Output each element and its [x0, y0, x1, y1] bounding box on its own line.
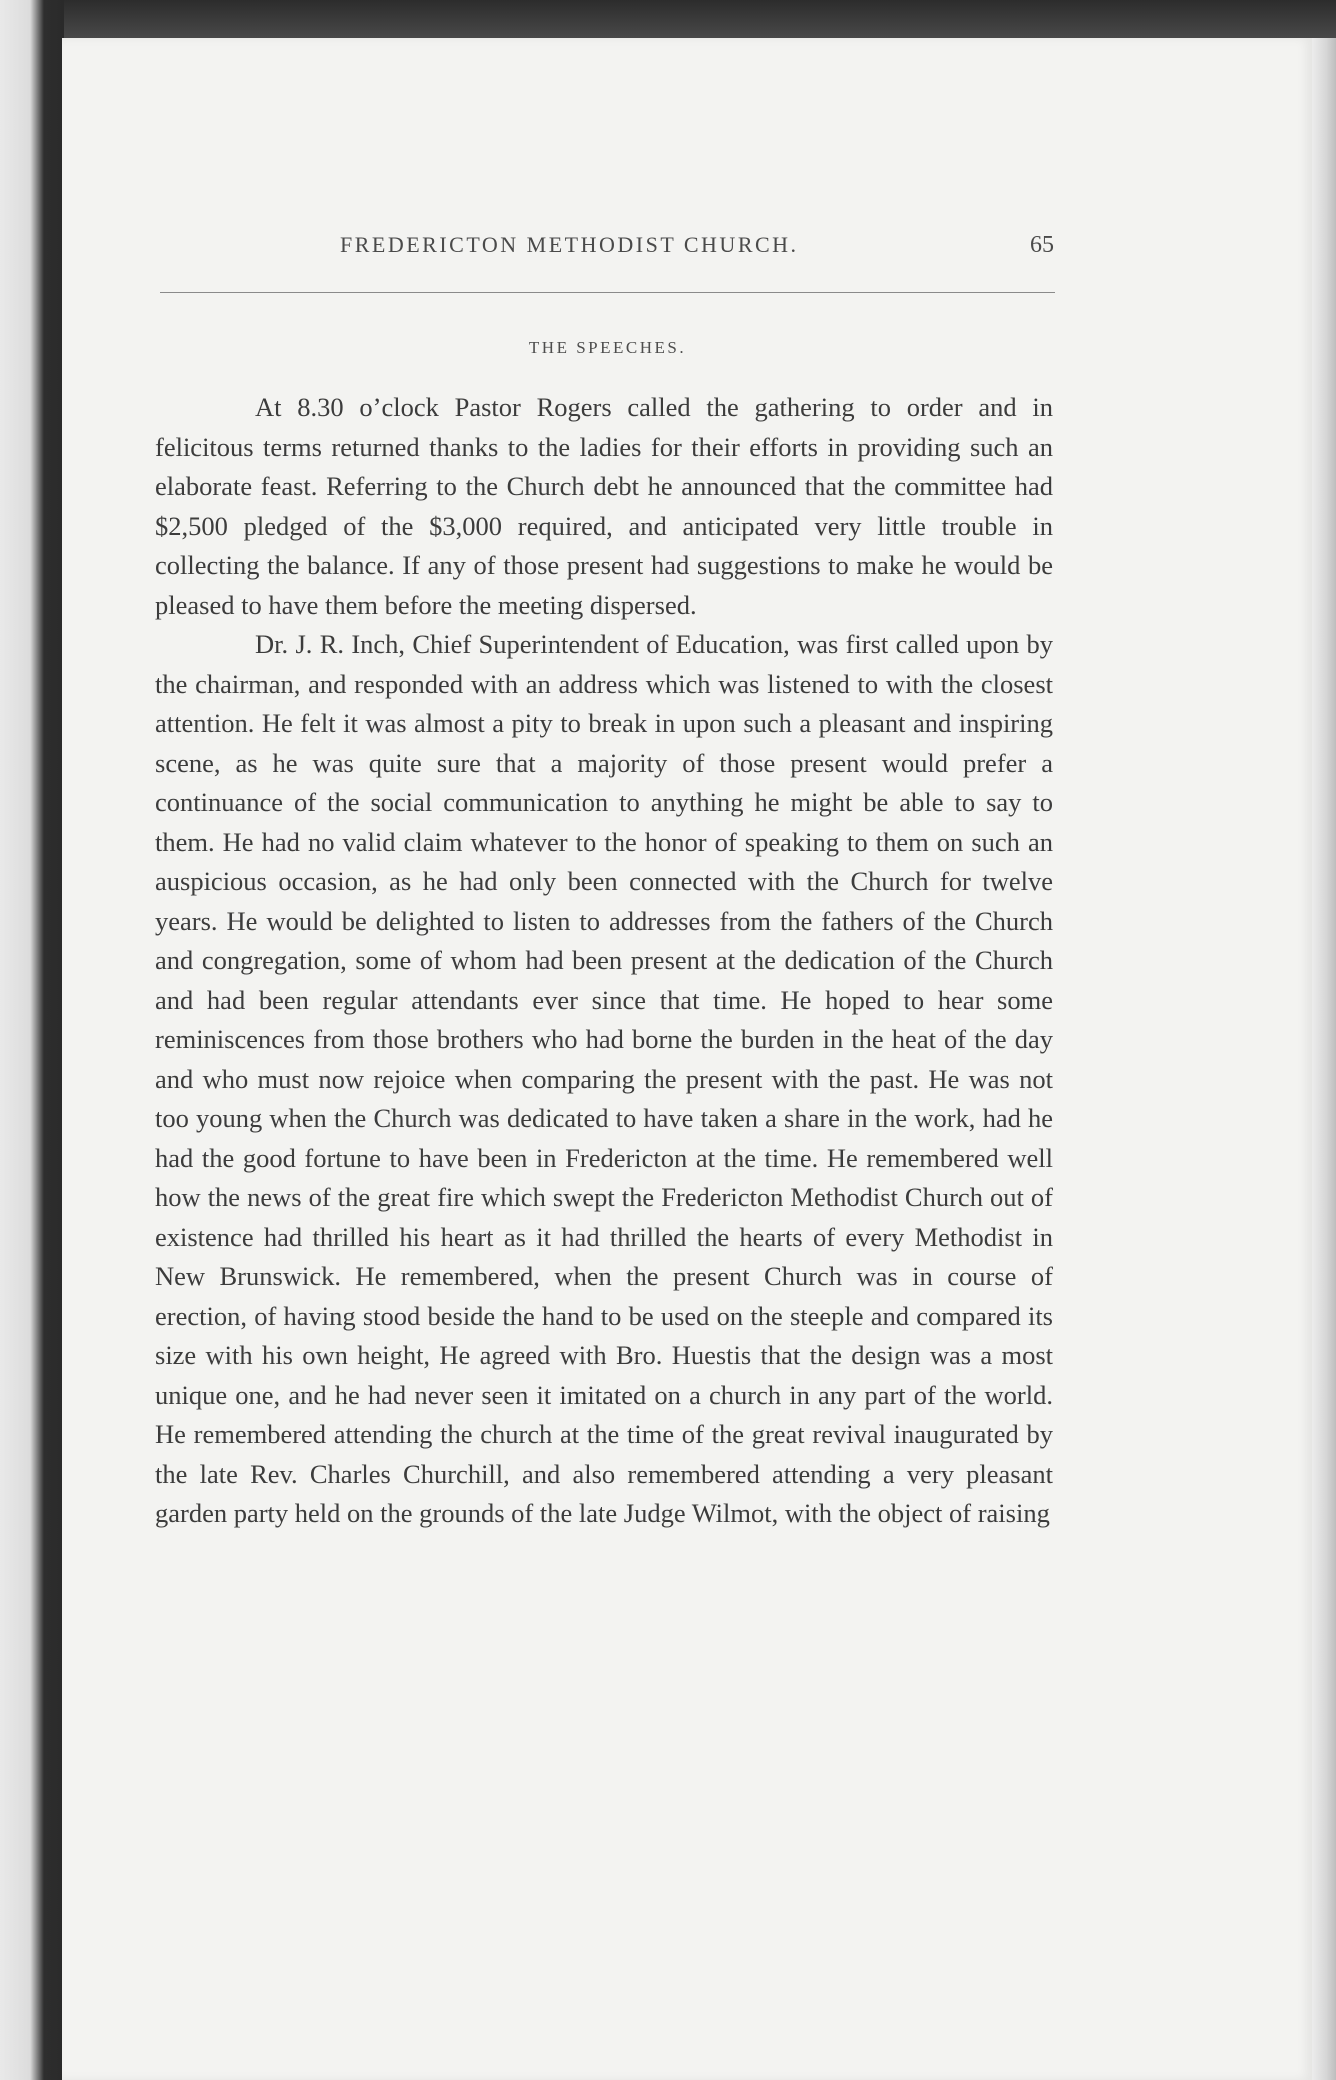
running-title: FREDERICTON METHODIST CHURCH. [340, 232, 799, 257]
body-text [155, 388, 1053, 1534]
section-heading: THE SPEECHES. [528, 338, 687, 357]
page-edge-shadow [1312, 38, 1336, 2080]
page-number: 65 [1030, 232, 1054, 258]
paragraph-inch-address: Dr. J. R. Inch, Chief Superintendent of Education, was first called upon by the chairman, and responded with an address which was listened to with the closest attention. He felt it was almost a pity to break in upon such a pleasant and inspiring scene, as he was quite sure that a majority of those present would prefer a continuance of the social communication to anything he might be able to say to them. He had no valid claim whatever to the honor of speaking to them on such an auspicious occasion, as he had only been connected with the Church for twelve years. He would be delighted to listen to addresses from the fathers of the Church and congregation, some of whom had been present at the dedication of the Church and had been regular attendants ever since that time. He hoped to hear some reminiscences from those brothers who had borne the burden in the heat of the day and who must now rejoice when comparing the present with the past. He was not too young when the Church was dedicated to have taken a share in the work, had he had the good fortune to have been in Fredericton at the time. He remembered well how the news of the great fire which swept the Fredericton Methodist Church out of existence had thrilled his heart as it had thrilled the hearts of every Methodist in New Brunswick. He remembered, when the present Church was in course of erection, of having stood beside the hand to be used on the steeple and compared its size with his own height, He agreed with Bro. Huestis that the design was a most unique one, and he had never seen it imitated on a church in any part of the world. He remembered attending the church at the time of the great revival inaugurated by the late Rev. Charles Churchill, and also remembered attending a very pleasant garden party held on the grounds of the late Judge Wilmot, with the object of raising [155, 629, 1053, 1528]
scan-background-top [0, 0, 1336, 40]
header-rule [160, 292, 1055, 293]
page-header [160, 228, 1060, 268]
paragraph-opening: At 8.30 o’clock Pastor Rogers called the gathering to order and in felicitous terms returned thanks to the ladies for their efforts in providing such an elaborate feast. Referring to the Church debt he announced that the committee had $2,500 pledged of the $3,000 required, and anticipated very little trouble in collecting the balance. If any of those present had suggestions to make he would be pleased to have them before the meeting dispersed. [155, 392, 1053, 620]
scan-background-left [0, 0, 64, 2080]
